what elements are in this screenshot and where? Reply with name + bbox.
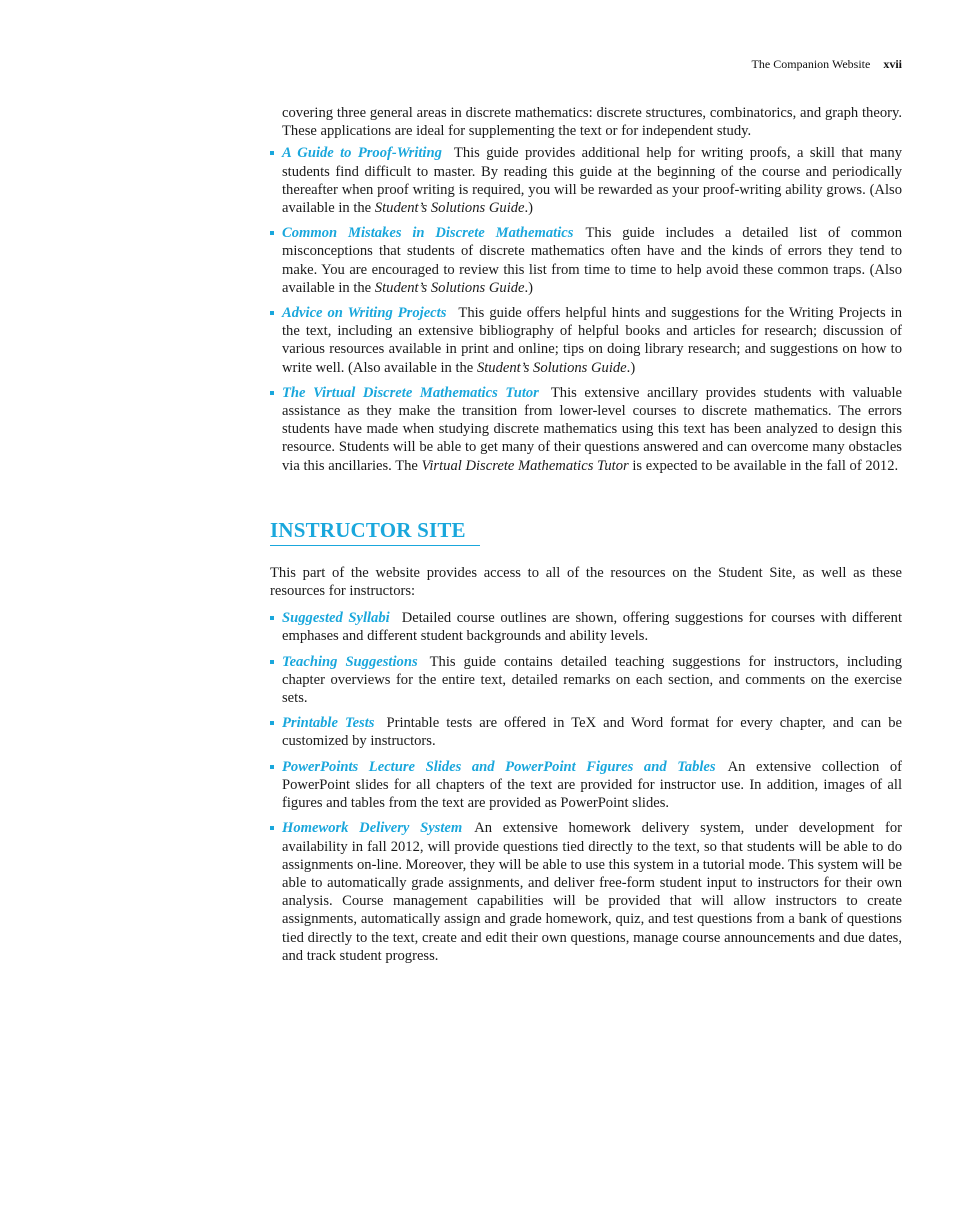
list-item — [270, 819, 902, 965]
instructor-site-intro: This part of the website provides access to all of the resources on the Student Site, as well as these resources for instructors: — [270, 564, 902, 600]
list-item — [270, 653, 902, 708]
bullet-icon — [270, 721, 274, 725]
student-site-continuation: covering three general areas in discrete mathematics: discrete structures, combinatorics, and graph theory. These applications are ideal for supplementing the text or for independent study. — [282, 105, 902, 140]
resource-description: This guide offers helpful hints and suggestions for the Writing Projects in the text, including an extensive bibliography of helpful books and articles for research; discussion of various resources available in print and online; tips on doing library research; and suggestions on how to write well. (Also available in the Student’s Solutions Guide.) — [282, 305, 902, 376]
resource-description: This guide contains detailed teaching suggestions for instructors, including chapter overviews for the entire text, detailed remarks on each section, and comments on the exercise sets. — [282, 653, 902, 707]
bullet-icon — [270, 616, 274, 620]
student-resource-list — [270, 144, 902, 474]
list-item — [270, 384, 902, 475]
resource-title: Homework Delivery System — [282, 820, 463, 837]
page-body — [270, 104, 902, 972]
section-heading-instructor-site: INSTRUCTOR SITE — [270, 517, 480, 546]
resource-description: Printable tests are offered in TeX and Word format for every chapter, and can be customized by instructors. — [282, 715, 903, 750]
list-item — [270, 609, 902, 645]
resource-title: The Virtual Discrete Mathematics Tutor — [282, 384, 539, 401]
resource-description: An extensive homework delivery system, under development for availability in fall 2012, will provide questions tied directly to the text, so that students will be able to do assignments on-line. Moreover, they will be able to use this system in a tutorial mode. This system will be able to automatically grade assignments, and deliver free-form student input to instructors for their own analysis. Course management capabilities will be provided that will allow instructors to create assignments, automatically assign and grade homework, quiz, and test questions from a bank of questions tied directly to the text, create and edit their own questions, manage course announcements and due dates, and track student progress. — [282, 820, 902, 964]
bullet-icon — [270, 826, 274, 830]
bullet-icon — [270, 151, 274, 155]
bullet-icon — [270, 660, 274, 664]
resource-description: This extensive ancillary provides students with valuable assistance as they make the transition from lower-level courses to discrete mathematics. The errors students have made when studying discrete mathematics using this text has been analyzed to design this resource. Students will be able to get many of their questions answered and can overcome many obstacles via this ancillaries. The Virtual Discrete Mathematics Tutor is expected to be available in the fall of 2012. — [282, 384, 902, 474]
resource-title: A Guide to Proof-Writing — [282, 145, 442, 162]
list-item — [270, 758, 902, 813]
list-item — [270, 304, 902, 377]
list-item — [270, 714, 902, 750]
list-item — [270, 144, 902, 217]
running-head — [752, 57, 902, 72]
resource-description: This guide includes a detailed list of common misconceptions that students of discrete mathematics often have and the kinds of errors they tend to make. You are encouraged to review this list from time to time to help avoid these common traps. (Also available in the Student’s Solutions Guide.) — [282, 225, 902, 296]
running-head-title: The Companion Website — [751, 57, 871, 71]
page-number: xvii — [883, 57, 902, 71]
bullet-icon — [270, 765, 274, 769]
list-item — [270, 224, 902, 297]
resource-title: Teaching Suggestions — [282, 653, 418, 670]
resource-description: An extensive collection of PowerPoint slides for all chapters of the text are provided for instructor use. In addition, images of all figures and tables from the text are provided as PowerPoint slides. — [282, 758, 903, 812]
resource-description: This guide provides additional help for writing proofs, a skill that many students find difficult to master. By reading this guide at the beginning of the course and periodically thereafter when proof writing is required, you will be rewarded as your proof-writing ability grows. (Also available in the Student’s Solutions Guide.) — [282, 145, 902, 217]
resource-title: Common Mistakes in Discrete Mathematics — [282, 225, 574, 242]
resource-title: Suggested Syllabi — [282, 610, 390, 627]
bullet-icon — [270, 391, 274, 395]
resource-description: Detailed course outlines are shown, offering suggestions for courses with different emphases and different student backgrounds and ability levels. — [282, 610, 903, 645]
resource-title: Advice on Writing Projects — [282, 305, 447, 322]
resource-title: PowerPoints Lecture Slides and PowerPoint Figures and Tables — [282, 758, 716, 775]
instructor-resource-list — [270, 609, 902, 965]
resource-title: Printable Tests — [282, 715, 375, 732]
bullet-icon — [270, 231, 274, 235]
bullet-icon — [270, 311, 274, 315]
